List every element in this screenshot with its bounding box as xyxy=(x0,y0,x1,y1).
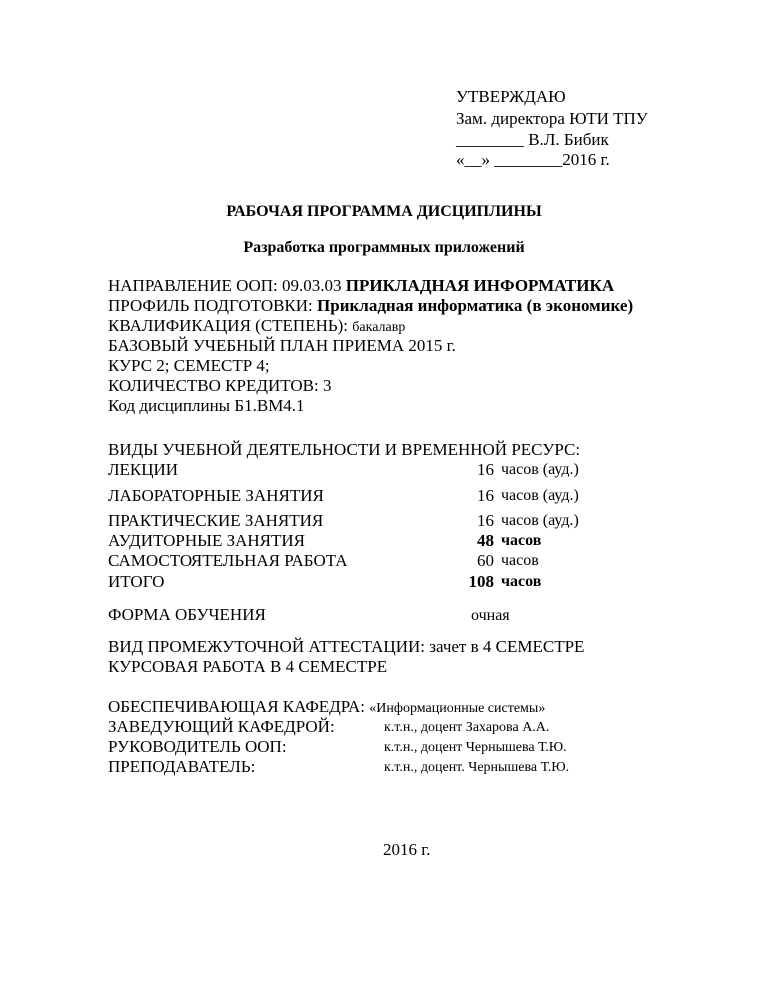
direction-line xyxy=(108,276,614,296)
direction-value: ПРИКЛАДНАЯ ИНФОРМАТИКА xyxy=(345,276,615,295)
activity-unit: часов xyxy=(501,532,542,549)
attestation-label: ВИД ПРОМЕЖУТОЧНОЙ АТТЕСТАЦИИ: xyxy=(108,637,425,656)
approval-date: «__» ________2016 г. xyxy=(456,150,610,169)
qualification-label: КВАЛИФИКАЦИЯ (СТЕПЕНЬ): xyxy=(108,316,349,335)
profile-label: ПРОФИЛЬ ПОДГОТОВКИ: xyxy=(108,296,313,315)
attestation-value: зачет в 4 СЕМЕСТРЕ xyxy=(429,637,585,656)
activity-label: ИТОГО xyxy=(108,572,165,591)
credits-line: КОЛИЧЕСТВО КРЕДИТОВ: 3 xyxy=(108,376,332,395)
study-form-value: очная xyxy=(471,607,510,624)
direction-label: НАПРАВЛЕНИЕ ООП: 09.03.03 xyxy=(108,276,342,295)
profile-line xyxy=(108,296,633,316)
profile-value: Прикладная информатика (в экономике) xyxy=(317,296,634,315)
activity-unit: часов (ауд.) xyxy=(501,512,579,529)
department-value: «Информационные системы» xyxy=(369,701,546,716)
activity-hours: 16 xyxy=(477,460,494,479)
footer-year: 2016 г. xyxy=(383,840,431,859)
activity-label: ПРАКТИЧЕСКИЕ ЗАНЯТИЯ xyxy=(108,511,324,530)
program-leader-value: к.т.н., доцент Чернышева Т.Ю. xyxy=(384,740,567,755)
activity-unit: часов xyxy=(501,552,539,569)
department-head-value: к.т.н., доцент Захарова А.А. xyxy=(384,720,550,735)
activity-label: ЛЕКЦИИ xyxy=(108,460,179,479)
discipline-title: Разработка программных приложений xyxy=(243,239,525,256)
approval-position: Зам. директора ЮТИ ТПУ xyxy=(456,109,648,128)
code-line: Код дисциплины Б1.ВМ4.1 xyxy=(108,396,305,415)
coursework-line: КУРСОВАЯ РАБОТА В 4 СЕМЕСТРЕ xyxy=(108,657,388,676)
approval-title: УТВЕРЖДАЮ xyxy=(456,87,566,106)
activity-hours: 48 xyxy=(477,531,494,550)
study-form-label: ФОРМА ОБУЧЕНИЯ xyxy=(108,605,266,624)
activity-hours: 108 xyxy=(468,572,494,591)
qualification-line xyxy=(108,316,405,338)
activities-heading: ВИДЫ УЧЕБНОЙ ДЕЯТЕЛЬНОСТИ И ВРЕМЕННОЙ РЕСУРС: xyxy=(108,440,581,459)
program-leader-label: РУКОВОДИТЕЛЬ ООП: xyxy=(108,737,287,756)
teacher-label: ПРЕПОДАВАТЕЛЬ: xyxy=(108,757,256,776)
activity-unit: часов (ауд.) xyxy=(501,461,579,478)
activity-label: ЛАБОРАТОРНЫЕ ЗАНЯТИЯ xyxy=(108,486,324,505)
plan-line: БАЗОВЫЙ УЧЕБНЫЙ ПЛАН ПРИЕМА 2015 г. xyxy=(108,336,456,355)
department-head-label: ЗАВЕДУЮЩИЙ КАФЕДРОЙ: xyxy=(108,717,335,736)
teacher-value: к.т.н., доцент. Чернышева Т.Ю. xyxy=(384,760,570,775)
activity-unit: часов xyxy=(501,573,542,590)
qualification-value: бакалавр xyxy=(352,320,406,335)
activity-unit: часов (ауд.) xyxy=(501,487,579,504)
activity-hours: 60 xyxy=(477,551,494,570)
approval-signature: ________ В.Л. Бибик xyxy=(456,130,609,149)
activity-hours: 16 xyxy=(477,486,494,505)
department-line xyxy=(108,697,545,719)
activity-hours: 16 xyxy=(477,511,494,530)
department-label: ОБЕСПЕЧИВАЮЩАЯ КАФЕДРА: xyxy=(108,697,366,716)
course-line: КУРС 2; СЕМЕСТР 4; xyxy=(108,356,270,375)
activity-label: АУДИТОРНЫЕ ЗАНЯТИЯ xyxy=(108,531,306,550)
attestation-line xyxy=(108,637,584,657)
activity-label: САМОСТОЯТЕЛЬНАЯ РАБОТА xyxy=(108,551,348,570)
document-title: РАБОЧАЯ ПРОГРАММА ДИСЦИПЛИНЫ xyxy=(226,203,542,220)
